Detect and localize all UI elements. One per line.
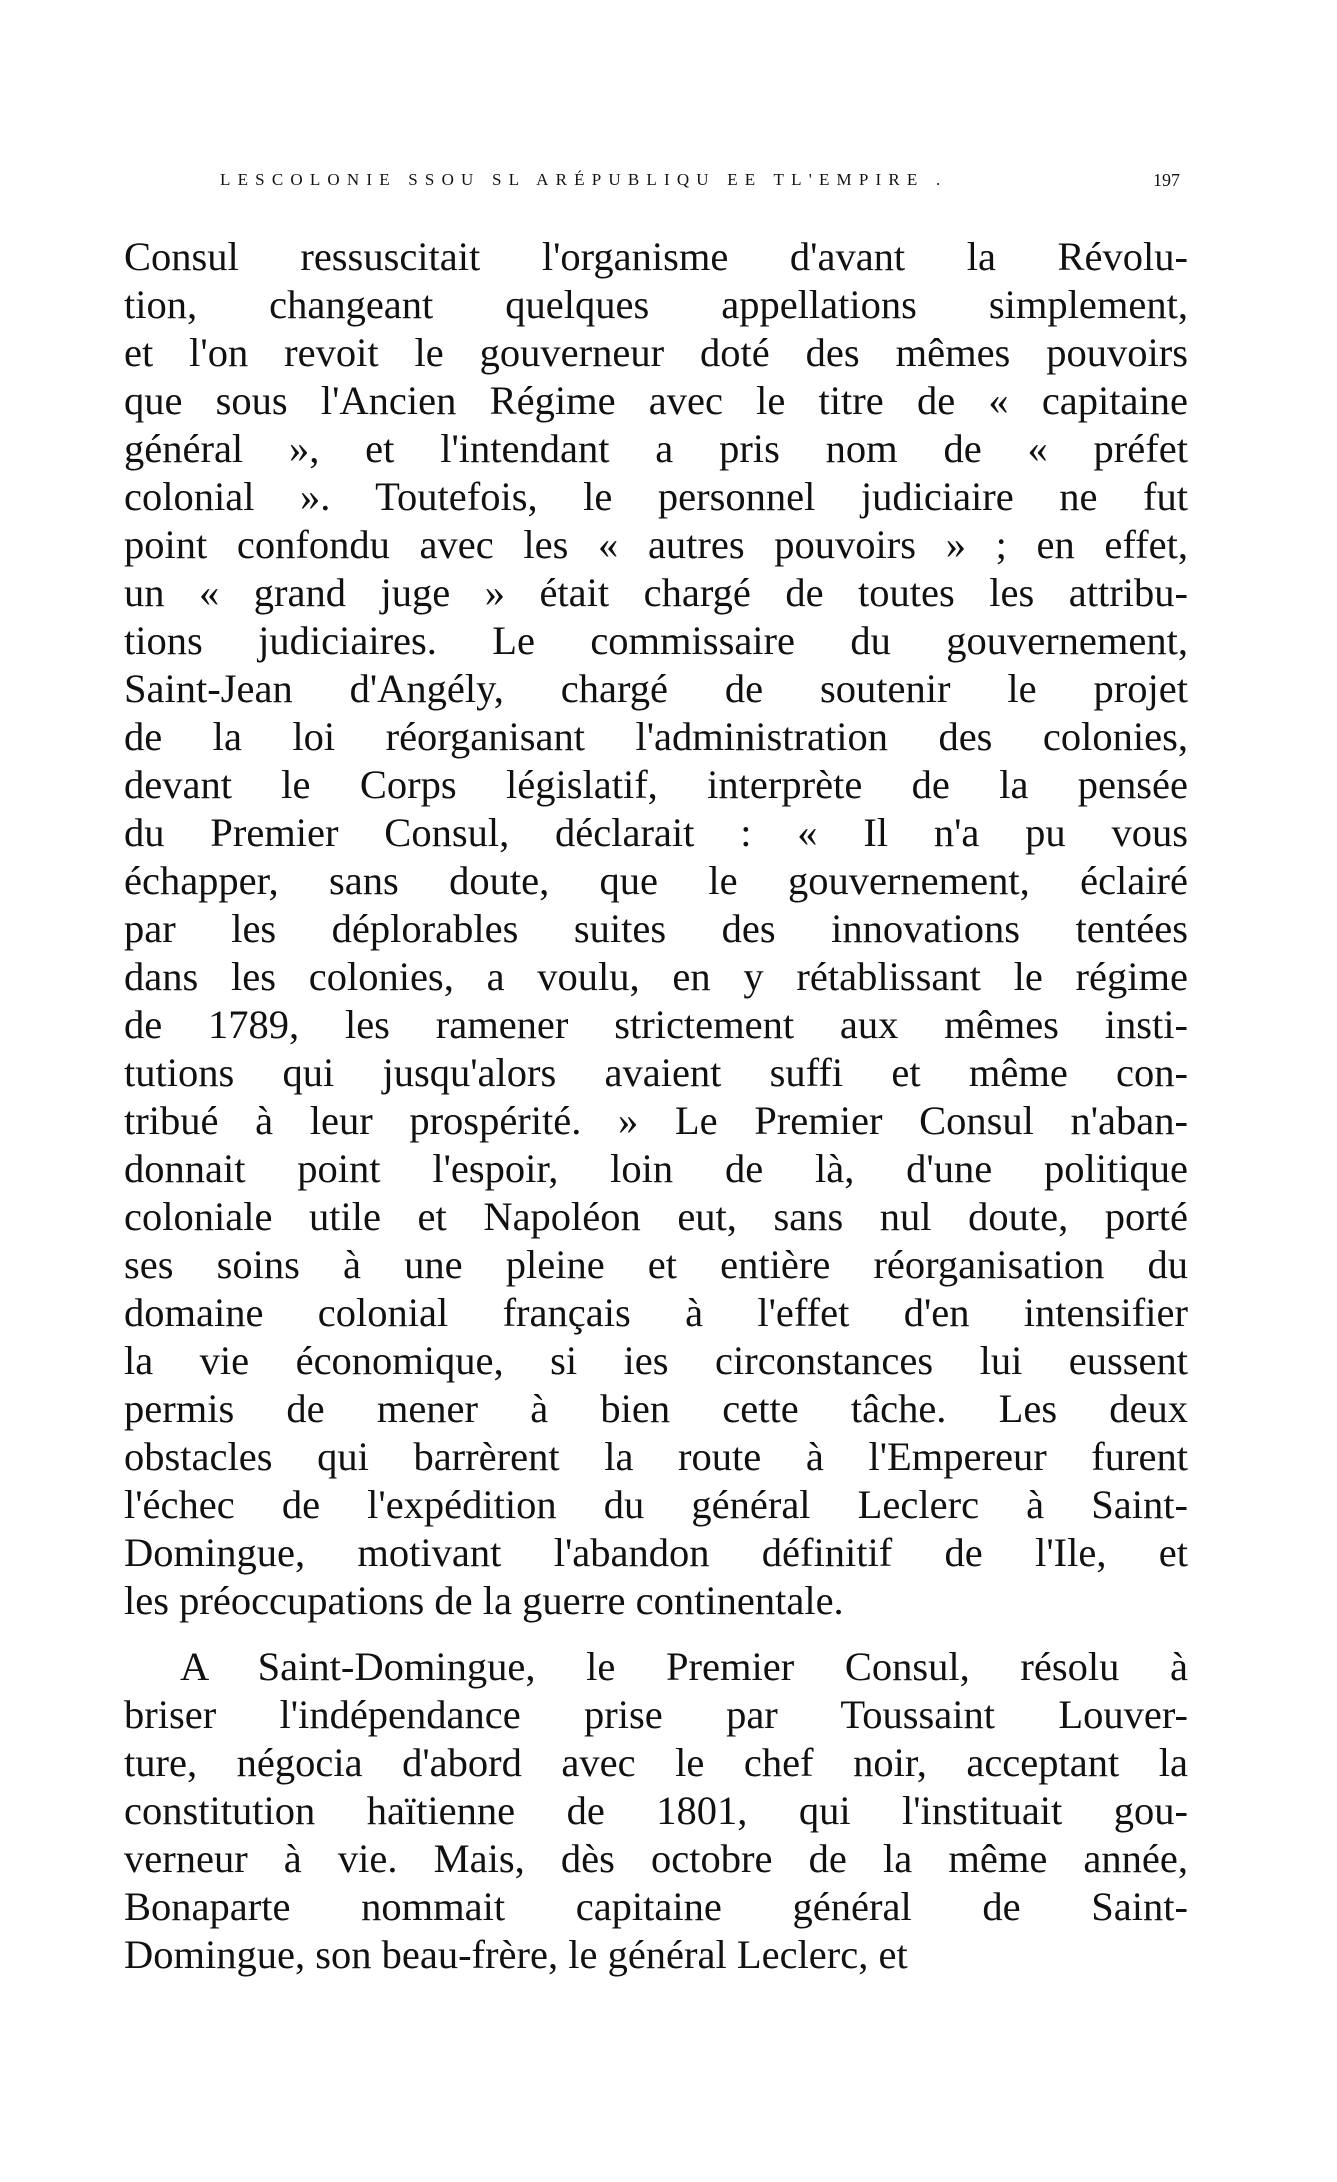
paragraph	[124, 233, 1188, 1625]
text-line: Domingue, motivant l'abandon définitif de l'Ile, et	[124, 1530, 1188, 1575]
text-line: devant le Corps législatif, interprète de la pensée	[124, 762, 1188, 807]
text-line: verneur à vie. Mais, dès octobre de la même année,	[124, 1836, 1188, 1881]
running-title: LESCOLONIE SSOU SL ARÉPUBLIQU EE TL'EMPIRE .	[220, 170, 948, 189]
text-line: Saint-Jean d'Angély, chargé de soutenir le projet	[124, 666, 1188, 711]
paragraph-gap	[124, 1625, 1188, 1643]
text-line: dans les colonies, a voulu, en y rétablissant le régime	[124, 954, 1188, 999]
text-line: domaine colonial français à l'effet d'en intensifier	[124, 1290, 1188, 1335]
text-line: obstacles qui barrèrent la route à l'Empereur furent	[124, 1434, 1188, 1479]
text-line: Domingue, son beau-frère, le général Leclerc, et	[124, 1932, 908, 1977]
text-line: tion, changeant quelques appellations simplement,	[124, 282, 1188, 327]
text-line: de la loi réorganisant l'administration des colonies,	[124, 714, 1188, 759]
text-line: coloniale utile et Napoléon eut, sans nul doute, porté	[124, 1194, 1188, 1239]
text-line: ture, négocia d'abord avec le chef noir, acceptant la	[124, 1740, 1188, 1785]
text-line: Bonaparte nommait capitaine général de Saint-	[124, 1884, 1188, 1929]
text-line: permis de mener à bien cette tâche. Les deux	[124, 1386, 1188, 1431]
text-line: l'échec de l'expédition du général Leclerc à Saint-	[124, 1482, 1188, 1527]
body-text	[124, 233, 1188, 1979]
text-line: et l'on revoit le gouverneur doté des mêmes pouvoirs	[124, 330, 1188, 375]
text-line: point confondu avec les « autres pouvoirs » ; en effet,	[124, 522, 1188, 567]
text-line: que sous l'Ancien Régime avec le titre de « capitaine	[124, 378, 1188, 423]
text-line: ses soins à une pleine et entière réorganisation du	[124, 1242, 1188, 1287]
running-head	[220, 170, 1180, 196]
paragraph	[124, 1643, 1188, 1979]
text-line: tions judiciaires. Le commissaire du gouvernement,	[124, 618, 1188, 663]
text-line: tutions qui jusqu'alors avaient suffi et même con-	[124, 1050, 1188, 1095]
page-number: 197	[1153, 170, 1180, 190]
text-line: les préoccupations de la guerre continentale.	[124, 1578, 844, 1623]
text-line: général », et l'intendant a pris nom de « préfet	[124, 426, 1188, 471]
text-line: Consul ressuscitait l'organisme d'avant la Révolu-	[124, 234, 1188, 279]
text-line: colonial ». Toutefois, le personnel judiciaire ne fut	[124, 474, 1188, 519]
text-line: un « grand juge » était chargé de toutes les attribu-	[124, 570, 1188, 615]
text-line: tribué à leur prospérité. » Le Premier Consul n'aban-	[124, 1098, 1188, 1143]
text-line: la vie économique, si ies circonstances lui eussent	[124, 1338, 1188, 1383]
text-line: par les déplorables suites des innovations tentées	[124, 906, 1188, 951]
text-line: échapper, sans doute, que le gouvernement, éclairé	[124, 858, 1188, 903]
text-line: A Saint-Domingue, le Premier Consul, résolu à	[180, 1644, 1188, 1689]
text-line: de 1789, les ramener strictement aux mêmes insti-	[124, 1002, 1188, 1047]
text-line: du Premier Consul, déclarait : « Il n'a pu vous	[124, 810, 1188, 855]
text-line: briser l'indépendance prise par Toussaint Louver-	[124, 1692, 1188, 1737]
text-line: donnait point l'espoir, loin de là, d'une politique	[124, 1146, 1188, 1191]
text-line: constitution haïtienne de 1801, qui l'instituait gou-	[124, 1788, 1188, 1833]
